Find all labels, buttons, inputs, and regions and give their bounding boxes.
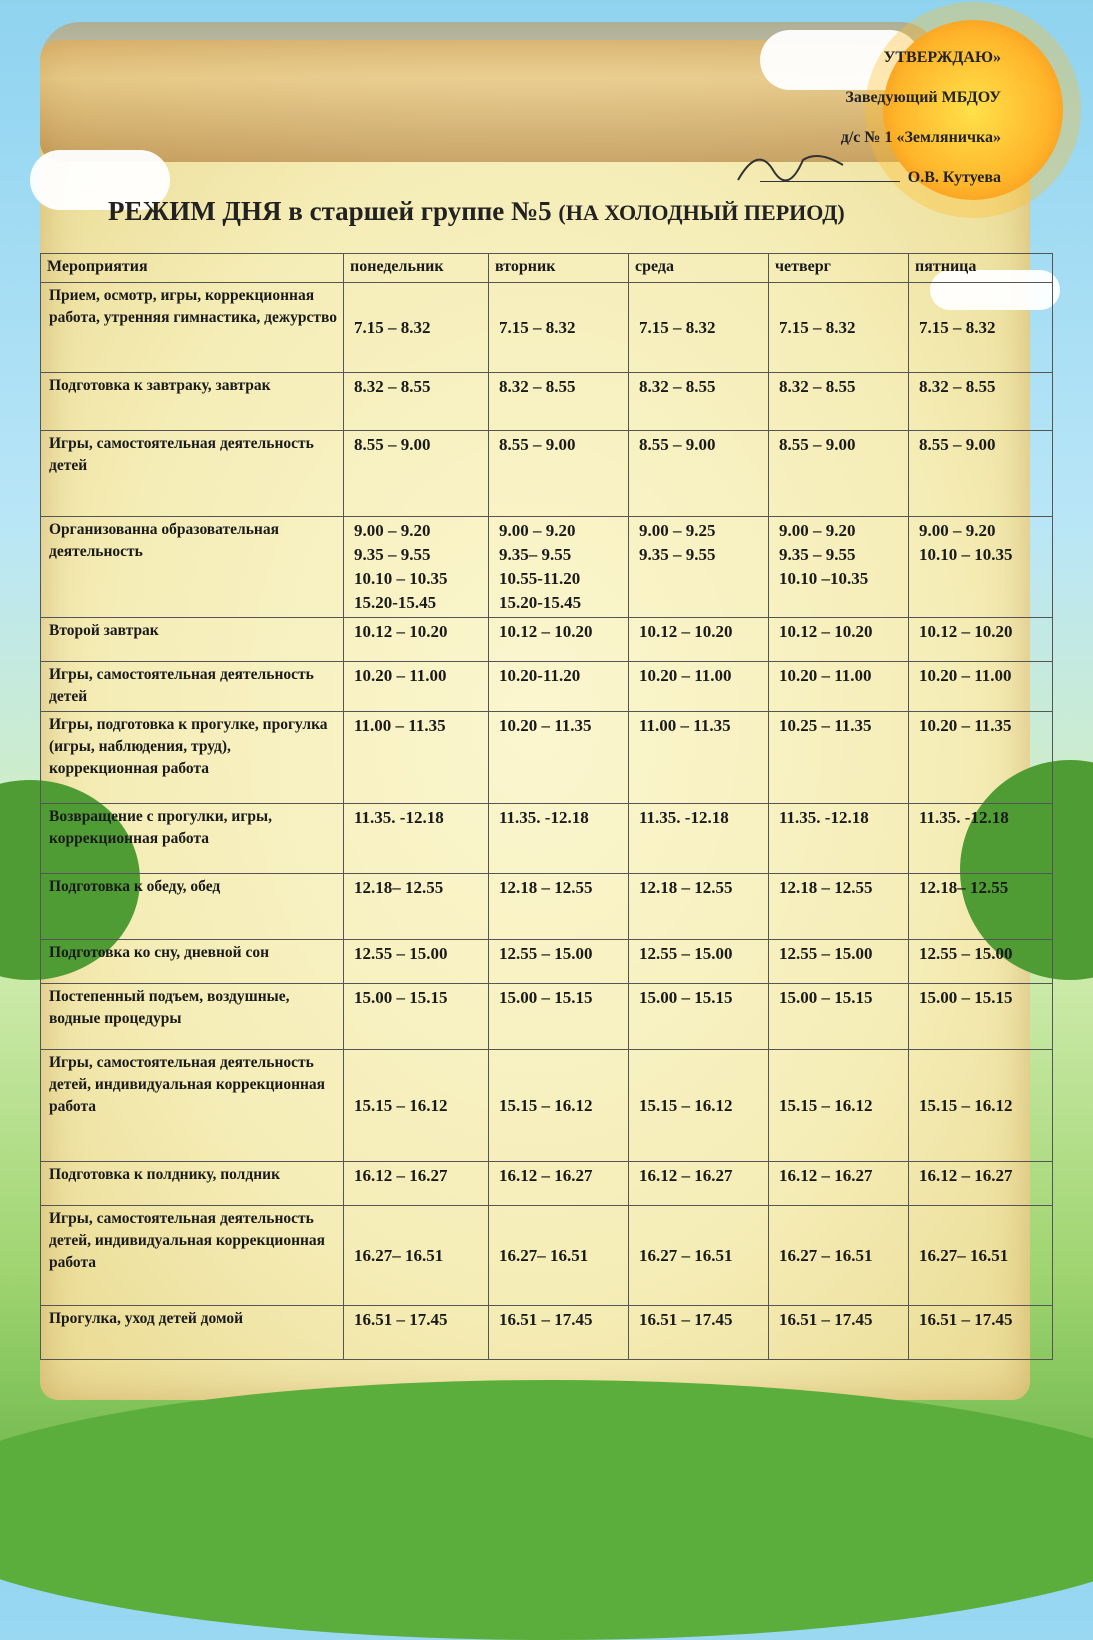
time-cell: 11.00 – 11.35	[344, 712, 489, 804]
time-cell: 12.18 – 12.55	[629, 874, 769, 940]
activity-cell: Игры, самостоятельная деятельность детей, индивидуальная коррекционная работа	[41, 1050, 344, 1162]
column-header-day: пятница	[909, 254, 1053, 283]
time-cell: 12.55 – 15.00	[909, 940, 1053, 984]
table-row	[41, 283, 1053, 373]
column-header-day: четверг	[769, 254, 909, 283]
time-cell: 15.15 – 16.12	[344, 1050, 489, 1162]
time-cell: 10.20 – 11.00	[909, 662, 1053, 712]
time-cell: 16.51 – 17.45	[489, 1306, 629, 1360]
time-cell: 15.00 – 15.15	[629, 984, 769, 1050]
time-cell: 16.27– 16.51	[489, 1206, 629, 1306]
time-cell: 12.55 – 15.00	[629, 940, 769, 984]
activity-cell: Прием, осмотр, игры, коррекционная работа, утренняя гимнастика, дежурство	[41, 283, 344, 373]
column-header-day: понедельник	[344, 254, 489, 283]
time-cell: 7.15 – 8.32	[909, 283, 1053, 373]
table-body	[41, 283, 1053, 1360]
time-cell: 12.18 – 12.55	[489, 874, 629, 940]
time-cell: 8.32 – 8.55	[344, 373, 489, 431]
time-cell: 16.27– 16.51	[344, 1206, 489, 1306]
approver-name: О.В. Кутуева	[907, 169, 1001, 186]
time-cell: 12.18– 12.55	[909, 874, 1053, 940]
signature-line	[760, 181, 900, 182]
time-cell: 15.15 – 16.12	[909, 1050, 1053, 1162]
time-cell: 16.12 – 16.27	[344, 1162, 489, 1206]
activity-cell: Организованна образовательная деятельность	[41, 517, 344, 618]
time-cell: 9.00 – 9.25 9.35 – 9.55	[629, 517, 769, 618]
time-cell: 16.51 – 17.45	[344, 1306, 489, 1360]
activity-cell: Подготовка к обеду, обед	[41, 874, 344, 940]
time-cell: 10.12 – 10.20	[769, 618, 909, 662]
time-cell: 15.15 – 16.12	[629, 1050, 769, 1162]
time-cell: 12.55 – 15.00	[344, 940, 489, 984]
time-cell: 12.18 – 12.55	[769, 874, 909, 940]
time-cell: 15.00 – 15.15	[909, 984, 1053, 1050]
approval-line-2: Заведующий МБДОУ	[845, 89, 1001, 106]
table-row	[41, 1162, 1053, 1206]
table-header-row	[41, 254, 1053, 283]
activity-cell: Второй завтрак	[41, 618, 344, 662]
column-header-day: вторник	[489, 254, 629, 283]
time-cell: 15.00 – 15.15	[489, 984, 629, 1050]
table-row	[41, 940, 1053, 984]
activity-cell: Прогулка, уход детей домой	[41, 1306, 344, 1360]
time-cell: 10.12 – 10.20	[909, 618, 1053, 662]
time-cell: 8.55 – 9.00	[489, 431, 629, 517]
time-cell: 16.12 – 16.27	[909, 1162, 1053, 1206]
column-header-activity: Мероприятия	[41, 254, 344, 283]
activity-cell: Возвращение с прогулки, игры, коррекционная работа	[41, 804, 344, 874]
activity-cell: Игры, самостоятельная деятельность детей	[41, 662, 344, 712]
time-cell: 10.20 – 11.00	[769, 662, 909, 712]
time-cell: 8.32 – 8.55	[909, 373, 1053, 431]
time-cell: 10.20 – 11.00	[344, 662, 489, 712]
time-cell: 7.15 – 8.32	[629, 283, 769, 373]
time-cell: 12.55 – 15.00	[489, 940, 629, 984]
approval-block	[760, 38, 1001, 198]
time-cell: 8.55 – 9.00	[909, 431, 1053, 517]
time-cell: 16.51 – 17.45	[629, 1306, 769, 1360]
time-cell: 10.12 – 10.20	[344, 618, 489, 662]
table-row	[41, 618, 1053, 662]
activity-cell: Игры, самостоятельная деятельность детей	[41, 431, 344, 517]
time-cell: 11.35. -12.18	[769, 804, 909, 874]
time-cell: 8.32 – 8.55	[769, 373, 909, 431]
time-cell: 16.12 – 16.27	[769, 1162, 909, 1206]
time-cell: 9.00 – 9.20 10.10 – 10.35	[909, 517, 1053, 618]
table-row	[41, 804, 1053, 874]
activity-cell: Подготовка ко сну, дневной сон	[41, 940, 344, 984]
time-cell: 16.51 – 17.45	[909, 1306, 1053, 1360]
approval-line-1: УТВЕРЖДАЮ»	[883, 49, 1001, 66]
time-cell: 9.00 – 9.20 9.35 – 9.55 10.10 –10.35	[769, 517, 909, 618]
table-row	[41, 517, 1053, 618]
time-cell: 16.51 – 17.45	[769, 1306, 909, 1360]
time-cell: 16.12 – 16.27	[629, 1162, 769, 1206]
table-row	[41, 1206, 1053, 1306]
time-cell: 16.12 – 16.27	[489, 1162, 629, 1206]
table-row	[41, 431, 1053, 517]
time-cell: 10.20 – 11.35	[489, 712, 629, 804]
time-cell: 11.00 – 11.35	[629, 712, 769, 804]
time-cell: 16.27 – 16.51	[629, 1206, 769, 1306]
table-row	[41, 712, 1053, 804]
table-row	[41, 984, 1053, 1050]
time-cell: 10.25 – 11.35	[769, 712, 909, 804]
time-cell: 7.15 – 8.32	[489, 283, 629, 373]
time-cell: 12.55 – 15.00	[769, 940, 909, 984]
approval-line-3: д/с № 1 «Земляничка»	[840, 129, 1001, 146]
time-cell: 11.35. -12.18	[629, 804, 769, 874]
time-cell: 10.20 – 11.00	[629, 662, 769, 712]
time-cell: 15.00 – 15.15	[769, 984, 909, 1050]
time-cell: 12.18– 12.55	[344, 874, 489, 940]
time-cell: 8.55 – 9.00	[769, 431, 909, 517]
time-cell: 15.15 – 16.12	[769, 1050, 909, 1162]
table-row	[41, 874, 1053, 940]
activity-cell: Постепенный подъем, воздушные, водные процедуры	[41, 984, 344, 1050]
time-cell: 7.15 – 8.32	[769, 283, 909, 373]
time-cell: 11.35. -12.18	[344, 804, 489, 874]
title-main: РЕЖИМ ДНЯ в старшей группе №5	[108, 196, 552, 226]
title-sub: (НА ХОЛОДНЫЙ ПЕРИОД)	[558, 200, 845, 225]
activity-cell: Игры, самостоятельная деятельность детей, индивидуальная коррекционная работа	[41, 1206, 344, 1306]
table-row	[41, 1306, 1053, 1360]
time-cell: 9.00 – 9.20 9.35– 9.55 10.55-11.20 15.20-15.45	[489, 517, 629, 618]
time-cell: 10.12 – 10.20	[629, 618, 769, 662]
time-cell: 11.35. -12.18	[909, 804, 1053, 874]
activity-cell: Игры, подготовка к прогулке, прогулка (игры, наблюдения, труд), коррекционная работа	[41, 712, 344, 804]
time-cell: 16.27 – 16.51	[769, 1206, 909, 1306]
table-row	[41, 662, 1053, 712]
table-row	[41, 373, 1053, 431]
time-cell: 9.00 – 9.20 9.35 – 9.55 10.10 – 10.35 15.20-15.45	[344, 517, 489, 618]
time-cell: 7.15 – 8.32	[344, 283, 489, 373]
grass-bottom	[0, 1380, 1093, 1640]
approval-line-4	[760, 158, 1001, 198]
time-cell: 8.55 – 9.00	[344, 431, 489, 517]
time-cell: 8.32 – 8.55	[629, 373, 769, 431]
time-cell: 15.00 – 15.15	[344, 984, 489, 1050]
page-title	[108, 196, 845, 227]
time-cell: 15.15 – 16.12	[489, 1050, 629, 1162]
activity-cell: Подготовка к полднику, полдник	[41, 1162, 344, 1206]
activity-cell: Подготовка к завтраку, завтрак	[41, 373, 344, 431]
time-cell: 8.55 – 9.00	[629, 431, 769, 517]
time-cell: 16.27– 16.51	[909, 1206, 1053, 1306]
column-header-day: среда	[629, 254, 769, 283]
time-cell: 11.35. -12.18	[489, 804, 629, 874]
schedule-table	[40, 253, 1053, 1360]
time-cell: 10.12 – 10.20	[489, 618, 629, 662]
time-cell: 10.20 – 11.35	[909, 712, 1053, 804]
table-row	[41, 1050, 1053, 1162]
time-cell: 10.20-11.20	[489, 662, 629, 712]
time-cell: 8.32 – 8.55	[489, 373, 629, 431]
